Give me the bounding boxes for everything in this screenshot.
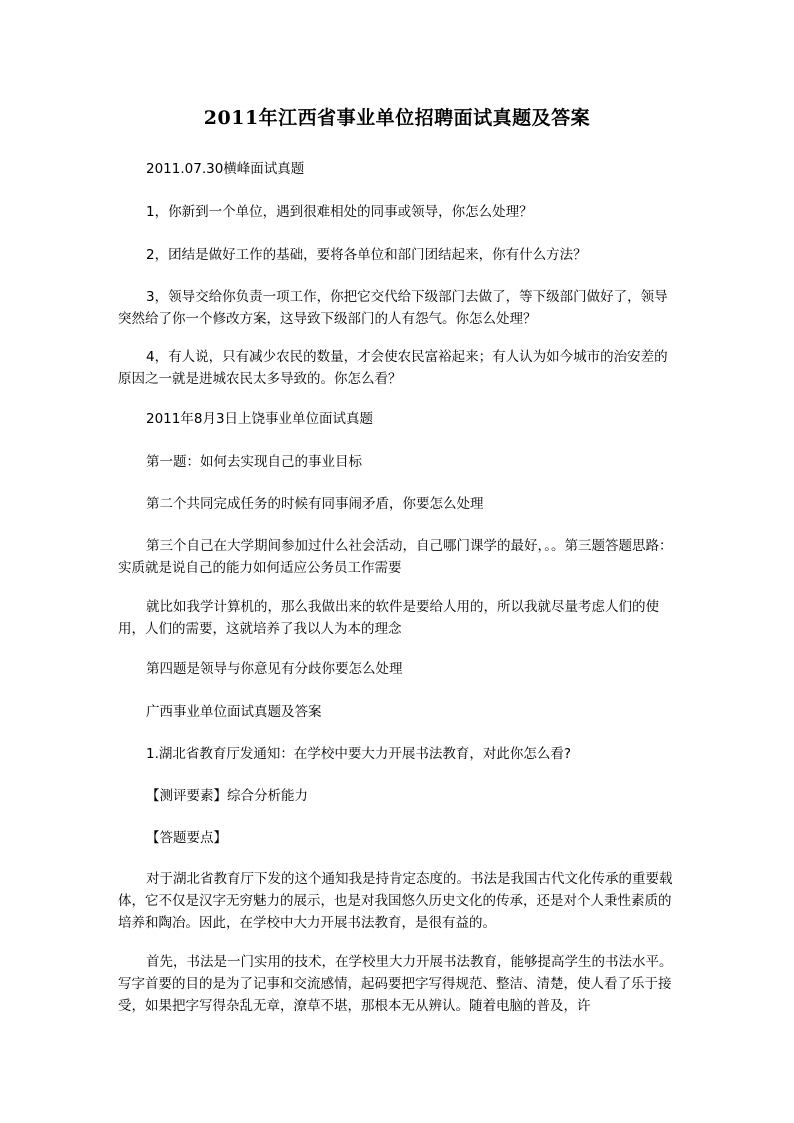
paragraph-evaluation-factor: 【测评要素】综合分析能力 bbox=[146, 788, 308, 804]
paragraph-topic-4: 第四题是领导与你意见有分歧你要怎么处理 bbox=[146, 661, 403, 677]
paragraph-topic-2: 第二个共同完成任务的时候有同事闹矛盾，你要怎么处理 bbox=[146, 496, 484, 512]
paragraph-hubei-question: 1.湖北省教育厅发通知：在学校中要大力开展书法教育，对此你怎么看? bbox=[146, 746, 572, 762]
paragraph-date-shangrao: 2011年8月3日上饶事业单位面试真题 bbox=[146, 411, 374, 427]
paragraph-answer-first: 首先，书法是一门实用的技术，在学校里大力开展书法教育，能够提高学生的书法水平。写字首要的目的是为了记事和交流感情，起码要把字写得规范、整洁、清楚，使人看了乐于接受，如果把字写得杂乱无章，潦草不堪，那根本无从辨认。随着电脑的普及，许 bbox=[118, 954, 673, 1014]
paragraph-example: 就比如我学计算机的，那么我做出来的软件是要给人用的，所以我就尽量考虑人们的使用，人们的需要，这就培养了我以人为本的理念 bbox=[118, 599, 659, 637]
paragraph-question-4: 4，有人说，只有减少农民的数量，才会使农民富裕起来；有人认为如今城市的治安差的原因之一就是进城农民太多导致的。你怎么看？ bbox=[118, 349, 668, 387]
paragraph-question-1: 1，你新到一个单位，遇到很难相处的同事或领导，你怎么处理？ bbox=[146, 204, 533, 220]
paragraph-answer-intro: 对于湖北省教育厅下发的这个通知我是持肯定态度的。书法是我国古代文化传承的重要载体，它不仅是汉字无穷魅力的展示，也是对我国悠久历史文化的传承，还是对个人秉性素质的培养和陶冶。因此，在学校中大力开展书法教育，是很有益的。 bbox=[118, 871, 673, 931]
document-title: 2011年江西省事业单位招聘面试真题及答案 bbox=[203, 107, 591, 129]
paragraph-question-2: 2，团结是做好工作的基础，要将各单位和部门团结起来，你有什么方法？ bbox=[146, 247, 587, 263]
paragraph-topic-1: 第一题：如何去实现自己的事业目标 bbox=[146, 454, 362, 470]
paragraph-guangxi-heading: 广西事业单位面试真题及答案 bbox=[146, 704, 322, 720]
paragraph-question-3: 3，领导交给你负责一项工作，你把它交代给下级部门去做了，等下级部门做好了，领导突然给了你一个修改方案，这导致下级部门的人有怨气。你怎么处理？ bbox=[118, 289, 668, 327]
paragraph-date-hengfeng: 2011.07.30横峰面试真题 bbox=[146, 161, 305, 177]
paragraph-topic-3: 第三个自己在大学期间参加过什么社会活动，自己哪门课学的最好，。。第三题答题思路：实质就是说自己的能力如何适应公务员工作需要 bbox=[118, 538, 673, 576]
paragraph-answer-points: 【答题要点】 bbox=[146, 830, 227, 846]
